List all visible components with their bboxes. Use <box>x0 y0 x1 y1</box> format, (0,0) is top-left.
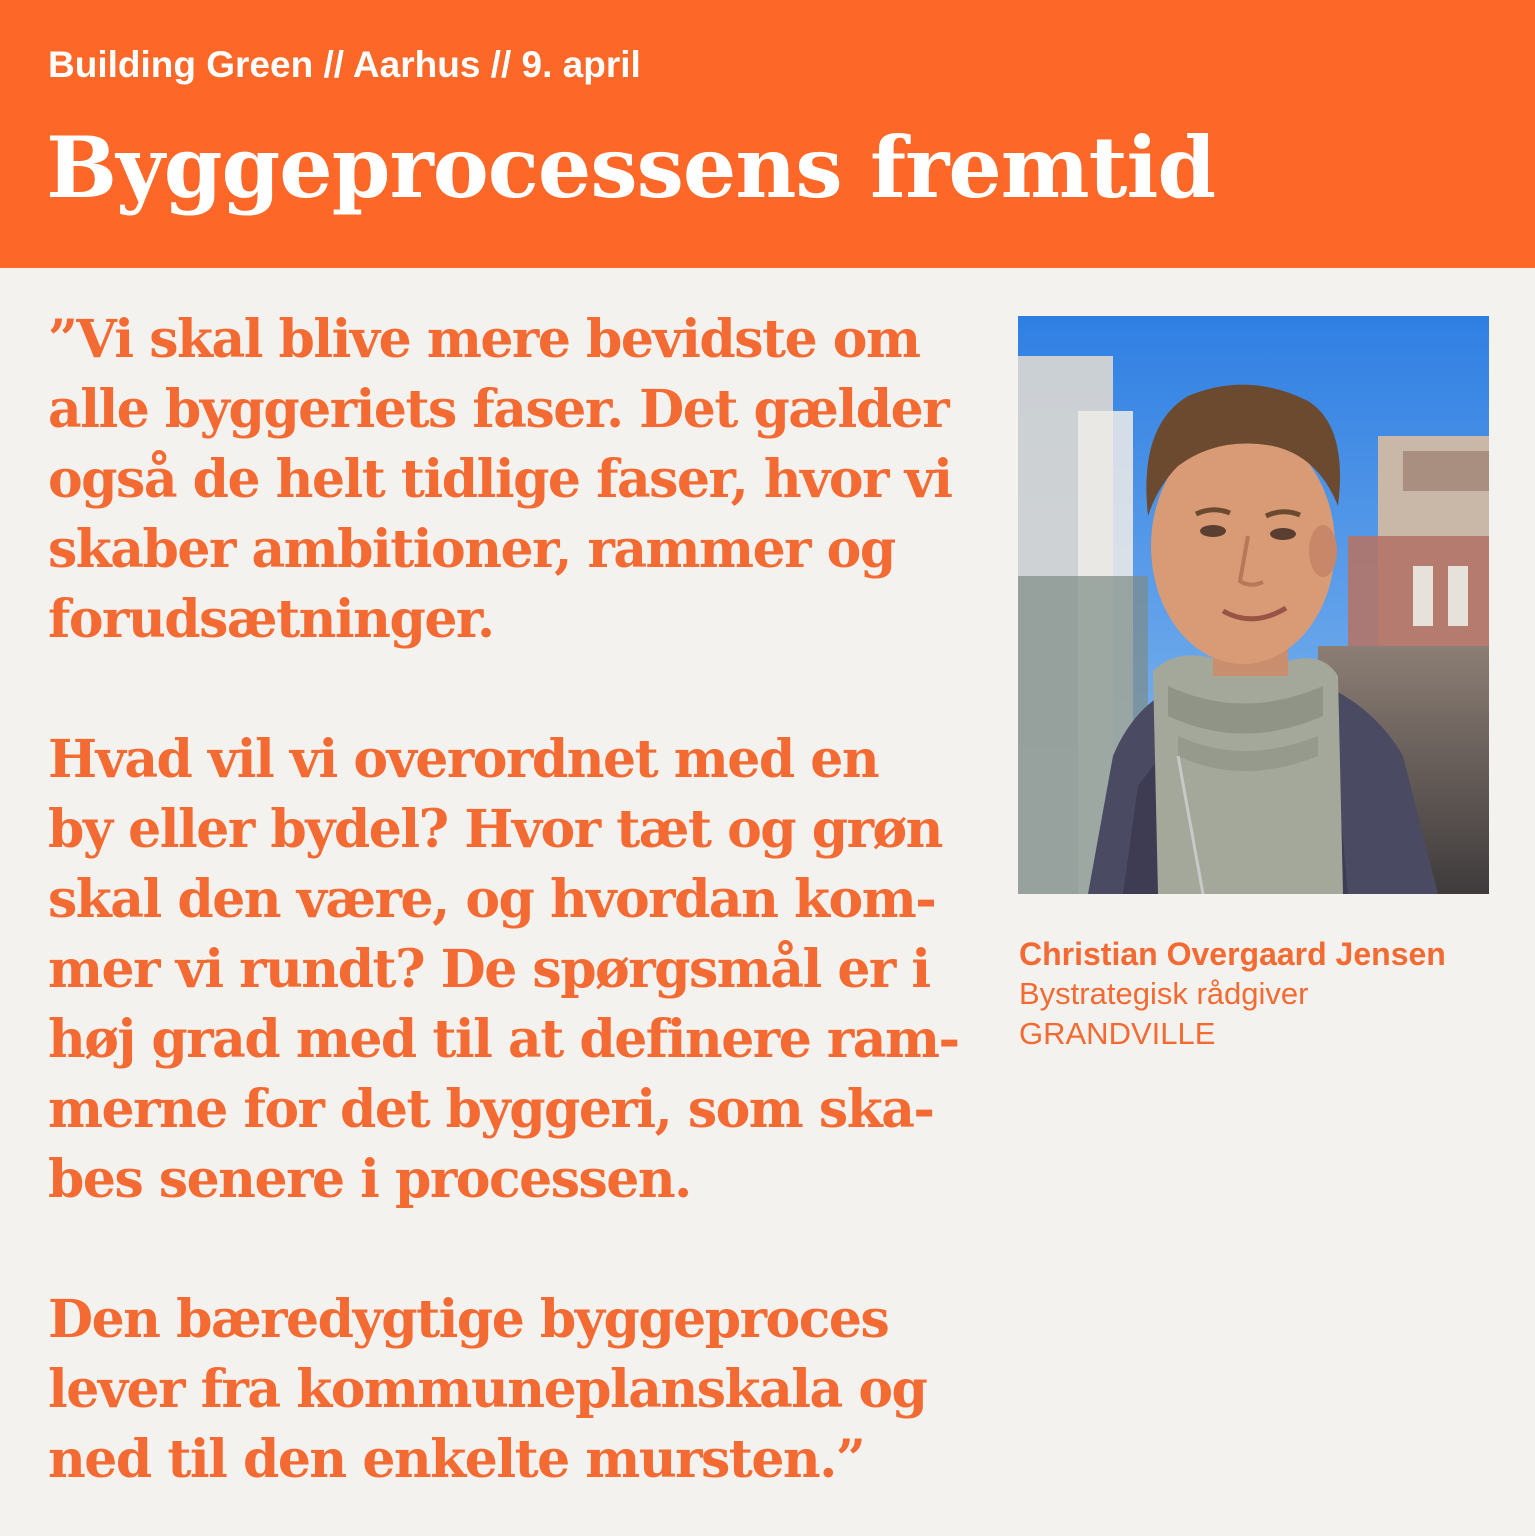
quote-line: Hvad vil vi overordnet med en <box>48 729 879 790</box>
quote-line: ned til den enkelte mursten.” <box>48 1429 865 1490</box>
header-banner <box>0 0 1535 268</box>
quote-line: Den bæredygtige byggeproces <box>48 1289 889 1350</box>
speaker-caption <box>1019 934 1519 1054</box>
event-tagline: Building Green // Aarhus // 9. april <box>48 44 641 85</box>
quote-line: ”Vi skal blive mere bevidste om <box>48 309 920 370</box>
quote-line: skal den være, og hvordan kom- <box>48 869 936 930</box>
quote-line: lever fra kommuneplanskala og <box>48 1359 927 1420</box>
quote-block <box>48 305 993 1495</box>
quote-paragraph-1 <box>48 305 993 655</box>
quote-paragraph-3 <box>48 1285 993 1495</box>
quote-line: forudsætninger. <box>48 589 494 650</box>
speaker-name: Christian Overgaard Jensen <box>1019 936 1446 972</box>
quote-line: mer vi rundt? De spørgsmål er i <box>48 939 930 1000</box>
speaker-photo <box>1018 316 1489 894</box>
page-title: Byggeprocessens fremtid <box>46 118 1216 217</box>
quote-line: også de helt tidlige faser, hvor vi <box>48 449 952 510</box>
quote-line: alle byggeriets faser. Det gælder <box>48 379 949 440</box>
speaker-organization: GRANDVILLE <box>1019 1016 1216 1051</box>
quote-line: skaber ambitioner, rammer og <box>48 519 895 580</box>
speaker-portrait-illustration <box>1018 316 1489 894</box>
speaker-role: Bystrategisk rådgiver <box>1019 976 1309 1011</box>
quote-line: høj grad med til at definere ram- <box>48 1009 959 1070</box>
quote-line: merne for det byggeri, som ska- <box>48 1079 934 1140</box>
quote-line: by eller bydel? Hvor tæt og grøn <box>48 799 942 860</box>
quote-paragraph-2 <box>48 725 993 1215</box>
quote-line: bes senere i processen. <box>48 1149 691 1210</box>
